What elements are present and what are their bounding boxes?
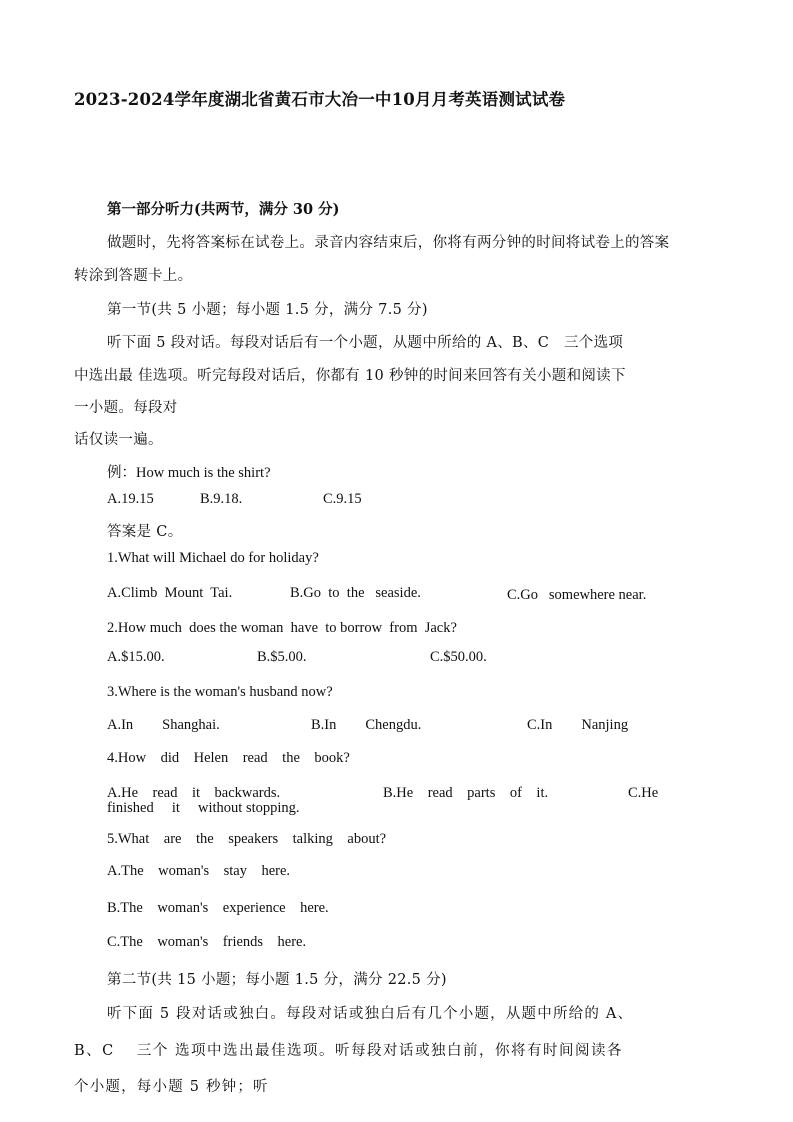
example-answer: 答案是 C。 [107,524,183,540]
question-2: 2.How much does the woman have to borrow from Jack? [107,620,457,636]
section1-instruction-line-4: 话仅读一遍。 [74,432,163,448]
example-question: 例：How much is the shirt? [107,465,271,481]
example-option-a: A.19.15 [107,491,154,507]
question-2-option-c: C.$50.00. [430,649,487,665]
question-3-option-a: A.In Shanghai. [107,717,220,733]
page-title: 2023-2024学年度湖北省黄石市大冶一中10月月考英语测试试卷 [74,90,566,109]
intro-line-2: 转涂到答题卡上。 [74,268,193,284]
question-1-option-c: C.Go somewhere near. [507,587,647,603]
question-5-option-a: A.The woman's stay here. [107,863,291,879]
question-5: 5.What are the speakers talking about? [107,831,387,847]
question-4-option-b: B.He read parts of it. [383,785,549,801]
question-2-option-a: A.$15.00. [107,649,165,665]
question-4-option-a: A.He read it backwards. [107,785,281,801]
example-option-b: B.9.18. [200,491,243,507]
section1-instruction-line-3: 一小题。每段对 [74,400,178,416]
example-option-c: C.9.15 [323,491,362,507]
section2-instruction-line-3: 个小题，每小题 5 秒钟；听 [74,1079,269,1095]
question-1: 1.What will Michael do for holiday? [107,550,319,566]
question-3: 3.Where is the woman's husband now? [107,684,333,700]
section1-heading: 第一节(共 5 小题；每小题 1.5 分，满分 7.5 分) [107,302,428,318]
question-3-option-c: C.In Nanjing [527,717,629,733]
question-5-option-c: C.The woman's friends here. [107,934,307,950]
question-1-option-a: A.Climb Mount Tai. [107,585,233,601]
question-5-option-b: B.The woman's experience here. [107,900,329,916]
question-4-option-c: C.He [628,785,659,801]
section2-instruction-line-2: B、C 三个 选项中选出最佳选项。听每段对话或独白前，你将有时间阅读各 [74,1043,623,1059]
intro-line-1: 做题时，先将答案标在试卷上。录音内容结束后，你将有两分钟的时间将试卷上的答案 [107,235,670,251]
question-1-option-b: B.Go to the seaside. [290,585,421,601]
section1-instruction-line-1: 听下面 5 段对话。每段对话后有一个小题，从题中所给的 A、B、C 三个选项 [107,335,624,351]
part1-heading: 第一部分听力(共两节，满分 30 分) [107,201,340,218]
question-2-option-b: B.$5.00. [257,649,307,665]
question-3-option-b: B.In Chengdu. [311,717,422,733]
question-4-option-c-continued: finished it without stopping. [107,800,300,816]
section2-instruction-line-1: 听下面 5 段对话或独白。每段对话或独白后有几个小题，从题中所给的 A、 [107,1006,634,1022]
question-4: 4.How did Helen read the book? [107,750,350,766]
section1-instruction-line-2: 中选出最 佳选项。听完每段对话后，你都有 10 秒钟的时间来回答有关小题和阅读下 [74,368,626,384]
section2-heading: 第二节(共 15 小题；每小题 1.5 分，满分 22.5 分) [107,972,447,988]
